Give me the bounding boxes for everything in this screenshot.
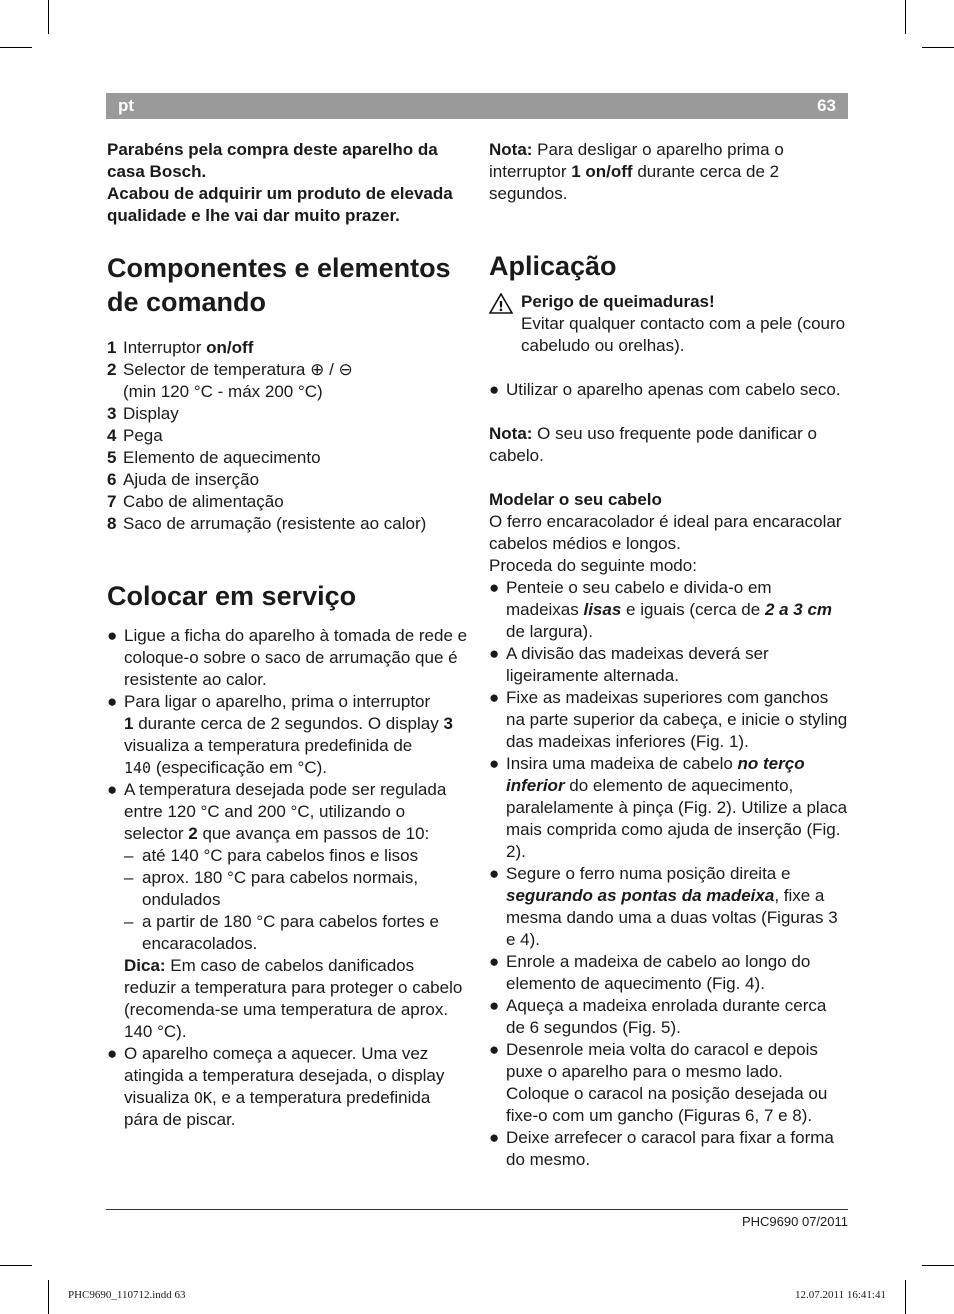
crop-mark <box>905 1280 906 1314</box>
note-paragraph: Nota: O seu uso frequente pode danificar o cabelo. <box>489 424 817 465</box>
bullet-icon: ● <box>489 864 500 883</box>
crop-mark <box>0 1265 32 1266</box>
bullet-icon: ● <box>489 1040 500 1059</box>
list-item: ● Deixe arrefecer o caracol para fixar a forma do mesmo. <box>489 1128 834 1169</box>
plus-minus-icons: ⊕ / ⊖ <box>305 360 353 379</box>
intro-line-2: Acabou de adquirir um produto de elevada qualidade e lhe vai dar muito prazer. <box>107 184 453 225</box>
language-code: pt <box>118 96 135 115</box>
list-item: 1 Interruptor on/off <box>107 338 254 357</box>
bullet-icon: ● <box>107 1044 118 1063</box>
list-item: ● A divisão das madeixas deverá ser ligeiramente alternada. <box>489 644 769 685</box>
components-list <box>107 337 469 535</box>
crop-mark <box>0 47 32 48</box>
bullet-icon: ● <box>489 644 500 663</box>
tip-paragraph: Dica: Em caso de cabelos danificados reduzir a temperatura para proteger o cabelo (recomenda-se uma temperatura de aprox. 140 °C). <box>124 956 463 1041</box>
crop-mark <box>922 1265 954 1266</box>
list-item: ● Desenrole meia volta do caracol e depois puxe o aparelho para o mesmo lado. Coloque o caracol na posição desejada ou fixe-o com um gancho (Figuras 6, 7 e 8). <box>489 1040 828 1125</box>
bullet-icon: ● <box>489 1128 500 1147</box>
styling-subheading: Modelar o seu cabelo <box>489 490 662 509</box>
footer-rule <box>106 1209 848 1210</box>
list-item: 7 Cabo de alimentação <box>107 492 284 511</box>
note-paragraph: Nota: Para desligar o aparelho prima o interruptor 1 on/off durante cerca de 2 segundos. <box>489 140 784 203</box>
crop-mark <box>922 47 954 48</box>
warning-icon <box>489 291 521 357</box>
list-item: ● Aqueça a madeixa enrolada durante cerca de 6 segundos (Fig. 5). <box>489 996 827 1037</box>
list-item: ● Segure o ferro numa posição direita e segurando as pontas da madeixa, fixe a mesma dando uma a duas voltas (Figuras 3 e 4). <box>489 864 838 949</box>
list-item: ● Penteie o seu cabelo e divida-o em madeixas lisas e iguais (cerca de 2 a 3 cm de largura). <box>489 578 833 641</box>
warning-block: ! Perigo de queimaduras! Evitar qualquer contacto com a pele (couro cabeludo ou orelhas). <box>489 291 849 357</box>
list-item: ● Enrole a madeixa de cabelo ao longo do elemento de aquecimento (Fig. 4). <box>489 952 811 993</box>
list-item: ● A temperatura desejada pode ser regulada entre 120 °C and 200 °C, utilizando o selector 2 que avança em passos de 10: <box>107 780 447 843</box>
list-item: ● Para ligar o aparelho, prima o interruptor 1 durante cerca de 2 segundos. O display 3 visualiza a temperatura predefinida de 140 (especificação em °C). <box>107 692 453 777</box>
print-slug-file: PHC9690_110712.indd 63 <box>68 1289 186 1301</box>
list-item: ● Utilizar o aparelho apenas com cabelo seco. <box>489 380 841 399</box>
bullet-icon: ● <box>107 626 118 645</box>
dash-list <box>107 845 469 955</box>
list-item: ● O aparelho começa a aquecer. Uma vez atingida a temperatura desejada, o display visualiza OK, e a temperatura predefinida pára de piscar. <box>107 1044 445 1129</box>
svg-text:!: ! <box>498 300 504 314</box>
page-number: 63 <box>817 96 836 115</box>
right-column <box>489 139 849 1171</box>
components-heading: Componentes e elementos de comando <box>107 253 451 317</box>
bullet-icon: ● <box>489 952 500 971</box>
intro-line-1: Parabéns pela compra deste aparelho da casa Bosch. <box>107 140 438 181</box>
model-date-code: PHC9690 07/2011 <box>741 1214 848 1229</box>
list-item: ● Insira uma madeixa de cabelo no terço inferior do elemento de aquecimento, paralelamente à pinça (Fig. 2). Utilize a placa mais comprida como ajuda de inserção (Fig. 2). <box>489 754 848 861</box>
crop-mark <box>48 0 49 34</box>
styling-steps <box>489 577 849 1171</box>
dash-item: – a partir de 180 °C para cabelos fortes e encaracolados. <box>124 912 439 953</box>
list-item: 4 Pega <box>107 426 163 445</box>
left-column <box>107 139 469 1131</box>
bullet-icon: ● <box>107 692 118 711</box>
bullet-icon: ● <box>107 780 118 799</box>
list-item: 6 Ajuda de inserção <box>107 470 260 489</box>
dash-item: – até 140 °C para cabelos finos e lisos <box>124 846 419 865</box>
bullet-icon: ● <box>489 996 500 1015</box>
lcd-text: 140 <box>124 759 152 777</box>
styling-intro-2: Proceda do seguinte modo: <box>489 556 697 575</box>
application-heading: Aplicação <box>489 251 617 281</box>
crop-mark <box>48 1280 49 1314</box>
list-item: 8 Saco de arrumação (resistente ao calor) <box>107 514 427 533</box>
styling-intro: O ferro encaracolador é ideal para encaracolar cabelos médios e longos. <box>489 512 842 553</box>
list-item: 3 Display <box>107 404 179 423</box>
page-header-bar <box>106 93 848 119</box>
crop-mark <box>905 0 906 34</box>
print-slug-date: 12.07.2011 16:41:41 <box>795 1289 886 1301</box>
service-heading: Colocar em serviço <box>107 581 357 611</box>
list-item: ● Ligue a ficha do aparelho à tomada de rede e coloque-o sobre o saco de arrumação que é resistente ao calor. <box>107 626 468 689</box>
dash-item: – aprox. 180 °C para cabelos normais, ondulados <box>124 868 419 909</box>
lcd-text: OK <box>193 1089 212 1107</box>
service-list <box>107 625 469 1131</box>
bullet-icon: ● <box>489 578 500 597</box>
list-item: 5 Elemento de aquecimento <box>107 448 321 467</box>
bullet-icon: ● <box>489 754 500 773</box>
list-item: 2 Selector de temperatura ⊕ / ⊖ (min 120 °C - máx 200 °C) <box>107 360 353 401</box>
list-item: ● Fixe as madeixas superiores com ganchos na parte superior da cabeça, e inicie o styling das madeixas inferiores (Fig. 1). <box>489 688 848 751</box>
bullet-icon: ● <box>489 380 500 399</box>
bullet-icon: ● <box>489 688 500 707</box>
